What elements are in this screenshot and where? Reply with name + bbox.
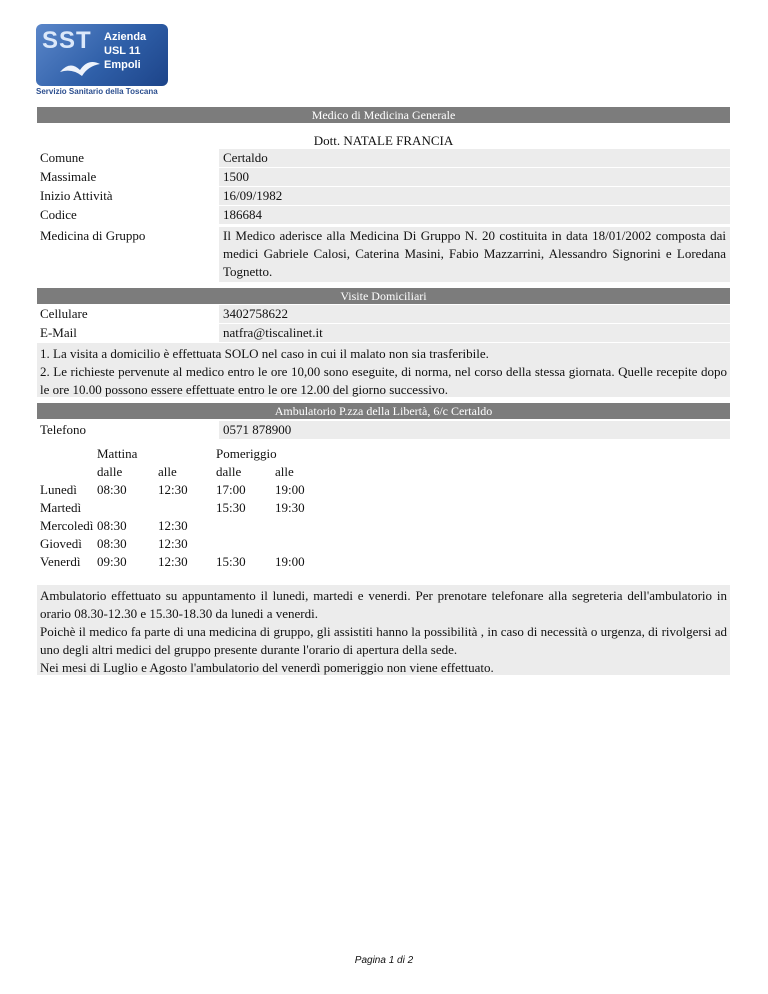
ambulatorio-note: Nei mesi di Luglio e Agosto l'ambulatorio del venerdì pomeriggio non viene effettuato.: [40, 660, 494, 675]
afternoon-to: 19:30: [275, 500, 305, 515]
logo-subtitle: Servizio Sanitario della Toscana: [36, 87, 158, 96]
day-label: Martedì: [40, 500, 82, 515]
ambulatorio-notes: [37, 585, 730, 675]
section-header-ambulatorio: Ambulatorio P.zza della Libertà, 6/c Certaldo: [37, 403, 730, 419]
morning-from: 08:30: [97, 518, 127, 533]
label-comune: Comune: [40, 150, 85, 165]
header-alle: alle: [158, 464, 177, 479]
logo-badge: [36, 24, 168, 86]
label-medicina-gruppo: Medicina di Gruppo: [40, 228, 146, 243]
logo-line: Azienda: [104, 31, 147, 43]
morning-from: 09:30: [97, 554, 127, 569]
visite-notes: [37, 343, 730, 397]
doctor-name: Dott. NATALE FRANCIA: [313, 133, 454, 148]
morning-to: 12:30: [158, 518, 188, 533]
morning-from: 08:30: [97, 536, 127, 551]
header-dalle: dalle: [216, 464, 242, 479]
value-email: natfra@tiscalinet.it: [219, 324, 730, 342]
day-label: Lunedì: [40, 482, 77, 497]
day-label: Mercoledì: [40, 518, 94, 533]
asl-logo: [36, 24, 170, 98]
label-telefono: Telefono: [40, 422, 87, 437]
value-cellulare: 3402758622: [219, 305, 730, 323]
value-medicina-gruppo: Il Medico aderisce alla Medicina Di Gruppo N. 20 costituita in data 18/01/2002 composta dai medici Gabriele Calosi, Caterina Masini, Fabio Mazzarrini, Alessandro Signorini e Loredana Tognetto.: [219, 227, 730, 282]
label-codice: Codice: [40, 207, 77, 222]
logo-name: [104, 30, 146, 72]
morning-to: 12:30: [158, 482, 188, 497]
morning-to: 12:30: [158, 536, 188, 551]
label-massimale: Massimale: [40, 169, 97, 184]
page-number: Pagina 1 di 2: [354, 955, 414, 966]
day-label: Giovedì: [40, 536, 82, 551]
value-inizio-attivita: 16/09/1982: [219, 187, 730, 205]
label-cellulare: Cellulare: [40, 306, 88, 321]
value-comune: Certaldo: [219, 149, 730, 167]
seagull-icon: [58, 54, 102, 82]
header-alle: alle: [275, 464, 294, 479]
header-pomeriggio: Pomeriggio: [216, 446, 277, 461]
day-label: Venerdì: [40, 554, 81, 569]
afternoon-to: 19:00: [275, 482, 305, 497]
morning-from: 08:30: [97, 482, 127, 497]
logo-brand: SST: [42, 27, 92, 54]
header-mattina: Mattina: [97, 446, 138, 461]
label-email: E-Mail: [40, 325, 77, 340]
afternoon-from: 15:30: [216, 554, 246, 569]
afternoon-from: 17:00: [216, 482, 246, 497]
header-dalle: dalle: [97, 464, 123, 479]
label-inizio-attivita: Inizio Attività: [40, 188, 113, 203]
ambulatorio-note: Poichè il medico fa parte di una medicina di gruppo, gli assistiti hanno la possibilità , in caso di necessità o urgenza, di rivolgersi ad uno degli altri medici del gruppo presente durante l'orario di apertura della sede.: [40, 624, 727, 657]
logo-line: Empoli: [104, 59, 141, 71]
value-codice: 186684: [219, 206, 730, 224]
value-telefono: 0571 878900: [219, 421, 730, 439]
ambulatorio-note: Ambulatorio effettuato su appuntamento il lunedi, martedi e venerdi. Per prenotare telefonare alla segreteria dell'ambulatorio in orario 08.30-12.30 e 15.30-18.30 da lunedi a venerdi.: [40, 588, 727, 621]
visite-note: 1. La visita a domicilio è effettuata SOLO nel caso in cui il malato non sia trasferibile.: [40, 346, 489, 361]
logo-line: USL 11: [104, 45, 141, 57]
section-header-visite: Visite Domiciliari: [37, 288, 730, 304]
afternoon-from: 15:30: [216, 500, 246, 515]
afternoon-to: 19:00: [275, 554, 305, 569]
visite-note: 2. Le richieste pervenute al medico entro le ore 10,00 sono eseguite, di norma, nel corso della stessa giornata. Quelle recepite dopo le ore 10.00 possono essere effettuate entro le ore 12.00 del giorno successivo.: [40, 364, 727, 397]
section-header-medico: Medico di Medicina Generale: [37, 107, 730, 123]
value-massimale: 1500: [219, 168, 730, 186]
morning-to: 12:30: [158, 554, 188, 569]
